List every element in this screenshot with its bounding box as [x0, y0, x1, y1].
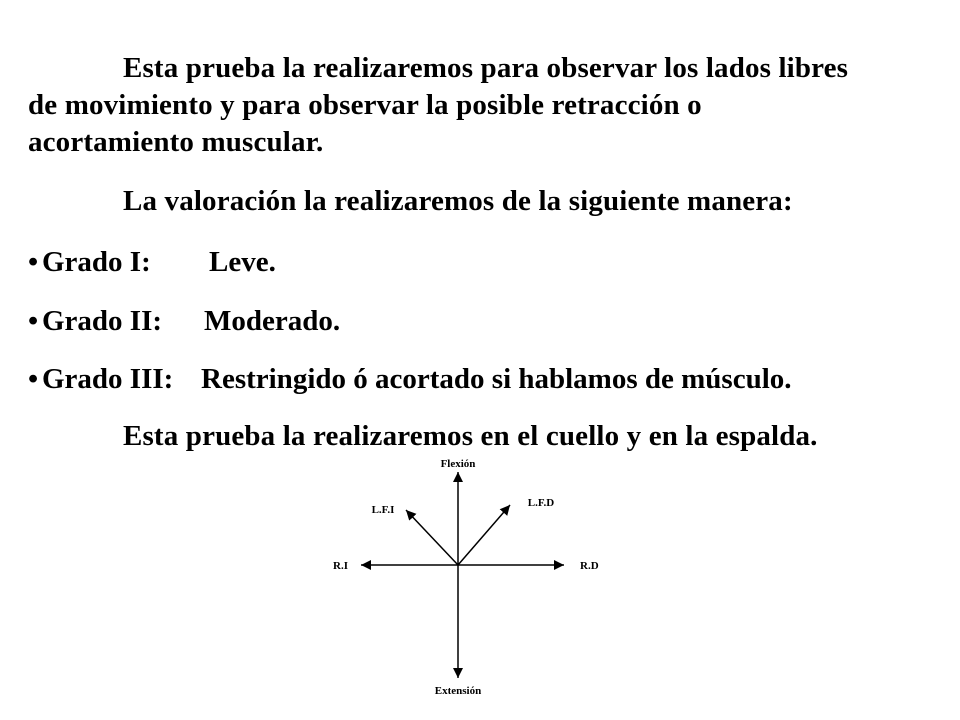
extension-label: Extensión — [434, 685, 482, 697]
grade-description: Leve. — [209, 246, 276, 278]
lateral-flexion-right-label: L.F.D — [527, 497, 555, 509]
bullet-icon: • — [28, 305, 39, 337]
closing-line: Esta prueba la realizaremos en el cuello y en la espalda. — [123, 420, 818, 452]
grade-description: Moderado. — [204, 305, 341, 337]
intro-line-2: de movimiento y para observar la posible retracción o — [28, 89, 702, 121]
valoracion-heading: La valoración la realizaremos de la siguiente manera: — [123, 185, 793, 217]
rotation-right-label: R.D — [580, 560, 599, 572]
bullet-icon: • — [28, 246, 39, 278]
movement-diagram — [300, 450, 640, 720]
rotation-left-label: R.I — [333, 560, 348, 572]
lateral-flexion-right-arrow — [458, 505, 510, 565]
intro-line-1: Esta prueba la realizaremos para observar los lados libres — [123, 52, 849, 84]
grade-description: Restringido ó acortado si hablamos de músculo. — [201, 363, 792, 395]
bullet-icon: • — [28, 363, 39, 395]
lateral-flexion-left-label: L.F.I — [371, 504, 395, 516]
lateral-flexion-left-arrow — [406, 510, 458, 565]
intro-line-3: acortamiento muscular. — [28, 126, 324, 158]
flexion-label: Flexión — [440, 458, 476, 470]
grade-label: Grado II: — [42, 305, 163, 337]
grade-label: Grado III: — [42, 363, 174, 395]
grade-label: Grado I: — [42, 246, 151, 278]
